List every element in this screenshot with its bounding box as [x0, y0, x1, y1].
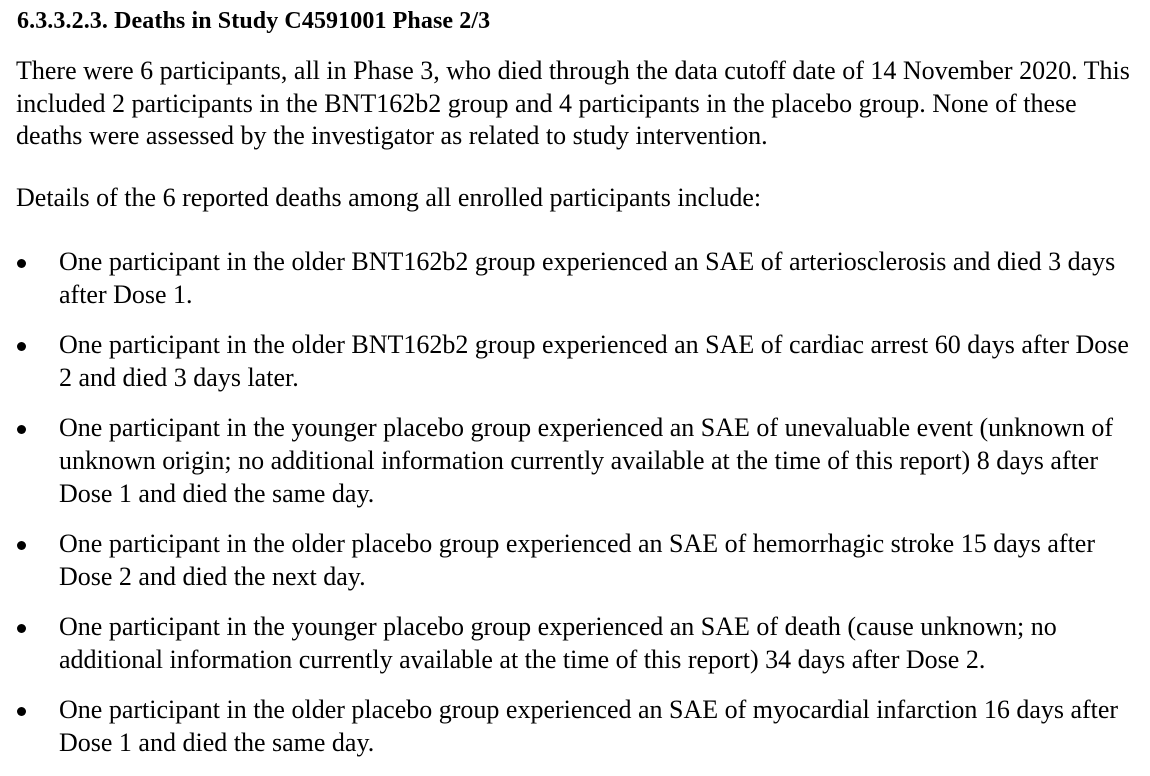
bullet-icon [17, 342, 26, 351]
bullet-icon [17, 624, 26, 633]
list-item-text: One participant in the older BNT162b2 group experienced an SAE of cardiac arrest 60 days after Dose 2 and died 3 days later. [59, 330, 1129, 392]
list-item [0, 328, 1144, 394]
section-heading: 6.3.3.2.3. Deaths in Study C4591001 Phase 2/3 [17, 8, 491, 34]
list-item-text: One participant in the older placebo group experienced an SAE of hemorrhagic stroke 15 days after Dose 2 and died the next day. [59, 529, 1096, 591]
list-item-text: One participant in the older placebo group experienced an SAE of myocardial infarction 16 days after Dose 1 and died the same day. [59, 695, 1119, 757]
list-item [0, 693, 1144, 759]
list-item [0, 527, 1144, 593]
intro-paragraph: There were 6 participants, all in Phase 3, who died through the data cutoff date of 14 November 2020. This included 2 participants in the BNT162b2 group and 4 participants in the placebo group. None of these deaths were assessed by the investigator as related to study intervention. [16, 56, 1130, 150]
list-item-text: One participant in the younger placebo group experienced an SAE of unevaluable event (unknown of unknown origin; no additional information currently available at the time of this report) 8 days after Dose 1 and died the same day. [59, 413, 1114, 508]
list-item [0, 610, 1144, 676]
details-lead-paragraph: Details of the 6 reported deaths among all enrolled participants include: [16, 183, 762, 212]
list-item-text: One participant in the older BNT162b2 group experienced an SAE of arteriosclerosis and died 3 days after Dose 1. [59, 247, 1116, 309]
bullet-icon [17, 425, 26, 434]
bullet-icon [17, 259, 26, 268]
bullet-icon [17, 541, 26, 550]
list-item [0, 245, 1144, 311]
bullet-icon [17, 707, 26, 716]
list-item [0, 411, 1144, 510]
list-item-text: One participant in the younger placebo group experienced an SAE of death (cause unknown; no additional information currently available at the time of this report) 34 days after Dose 2. [59, 612, 1057, 674]
deaths-bullet-list [0, 245, 1150, 776]
